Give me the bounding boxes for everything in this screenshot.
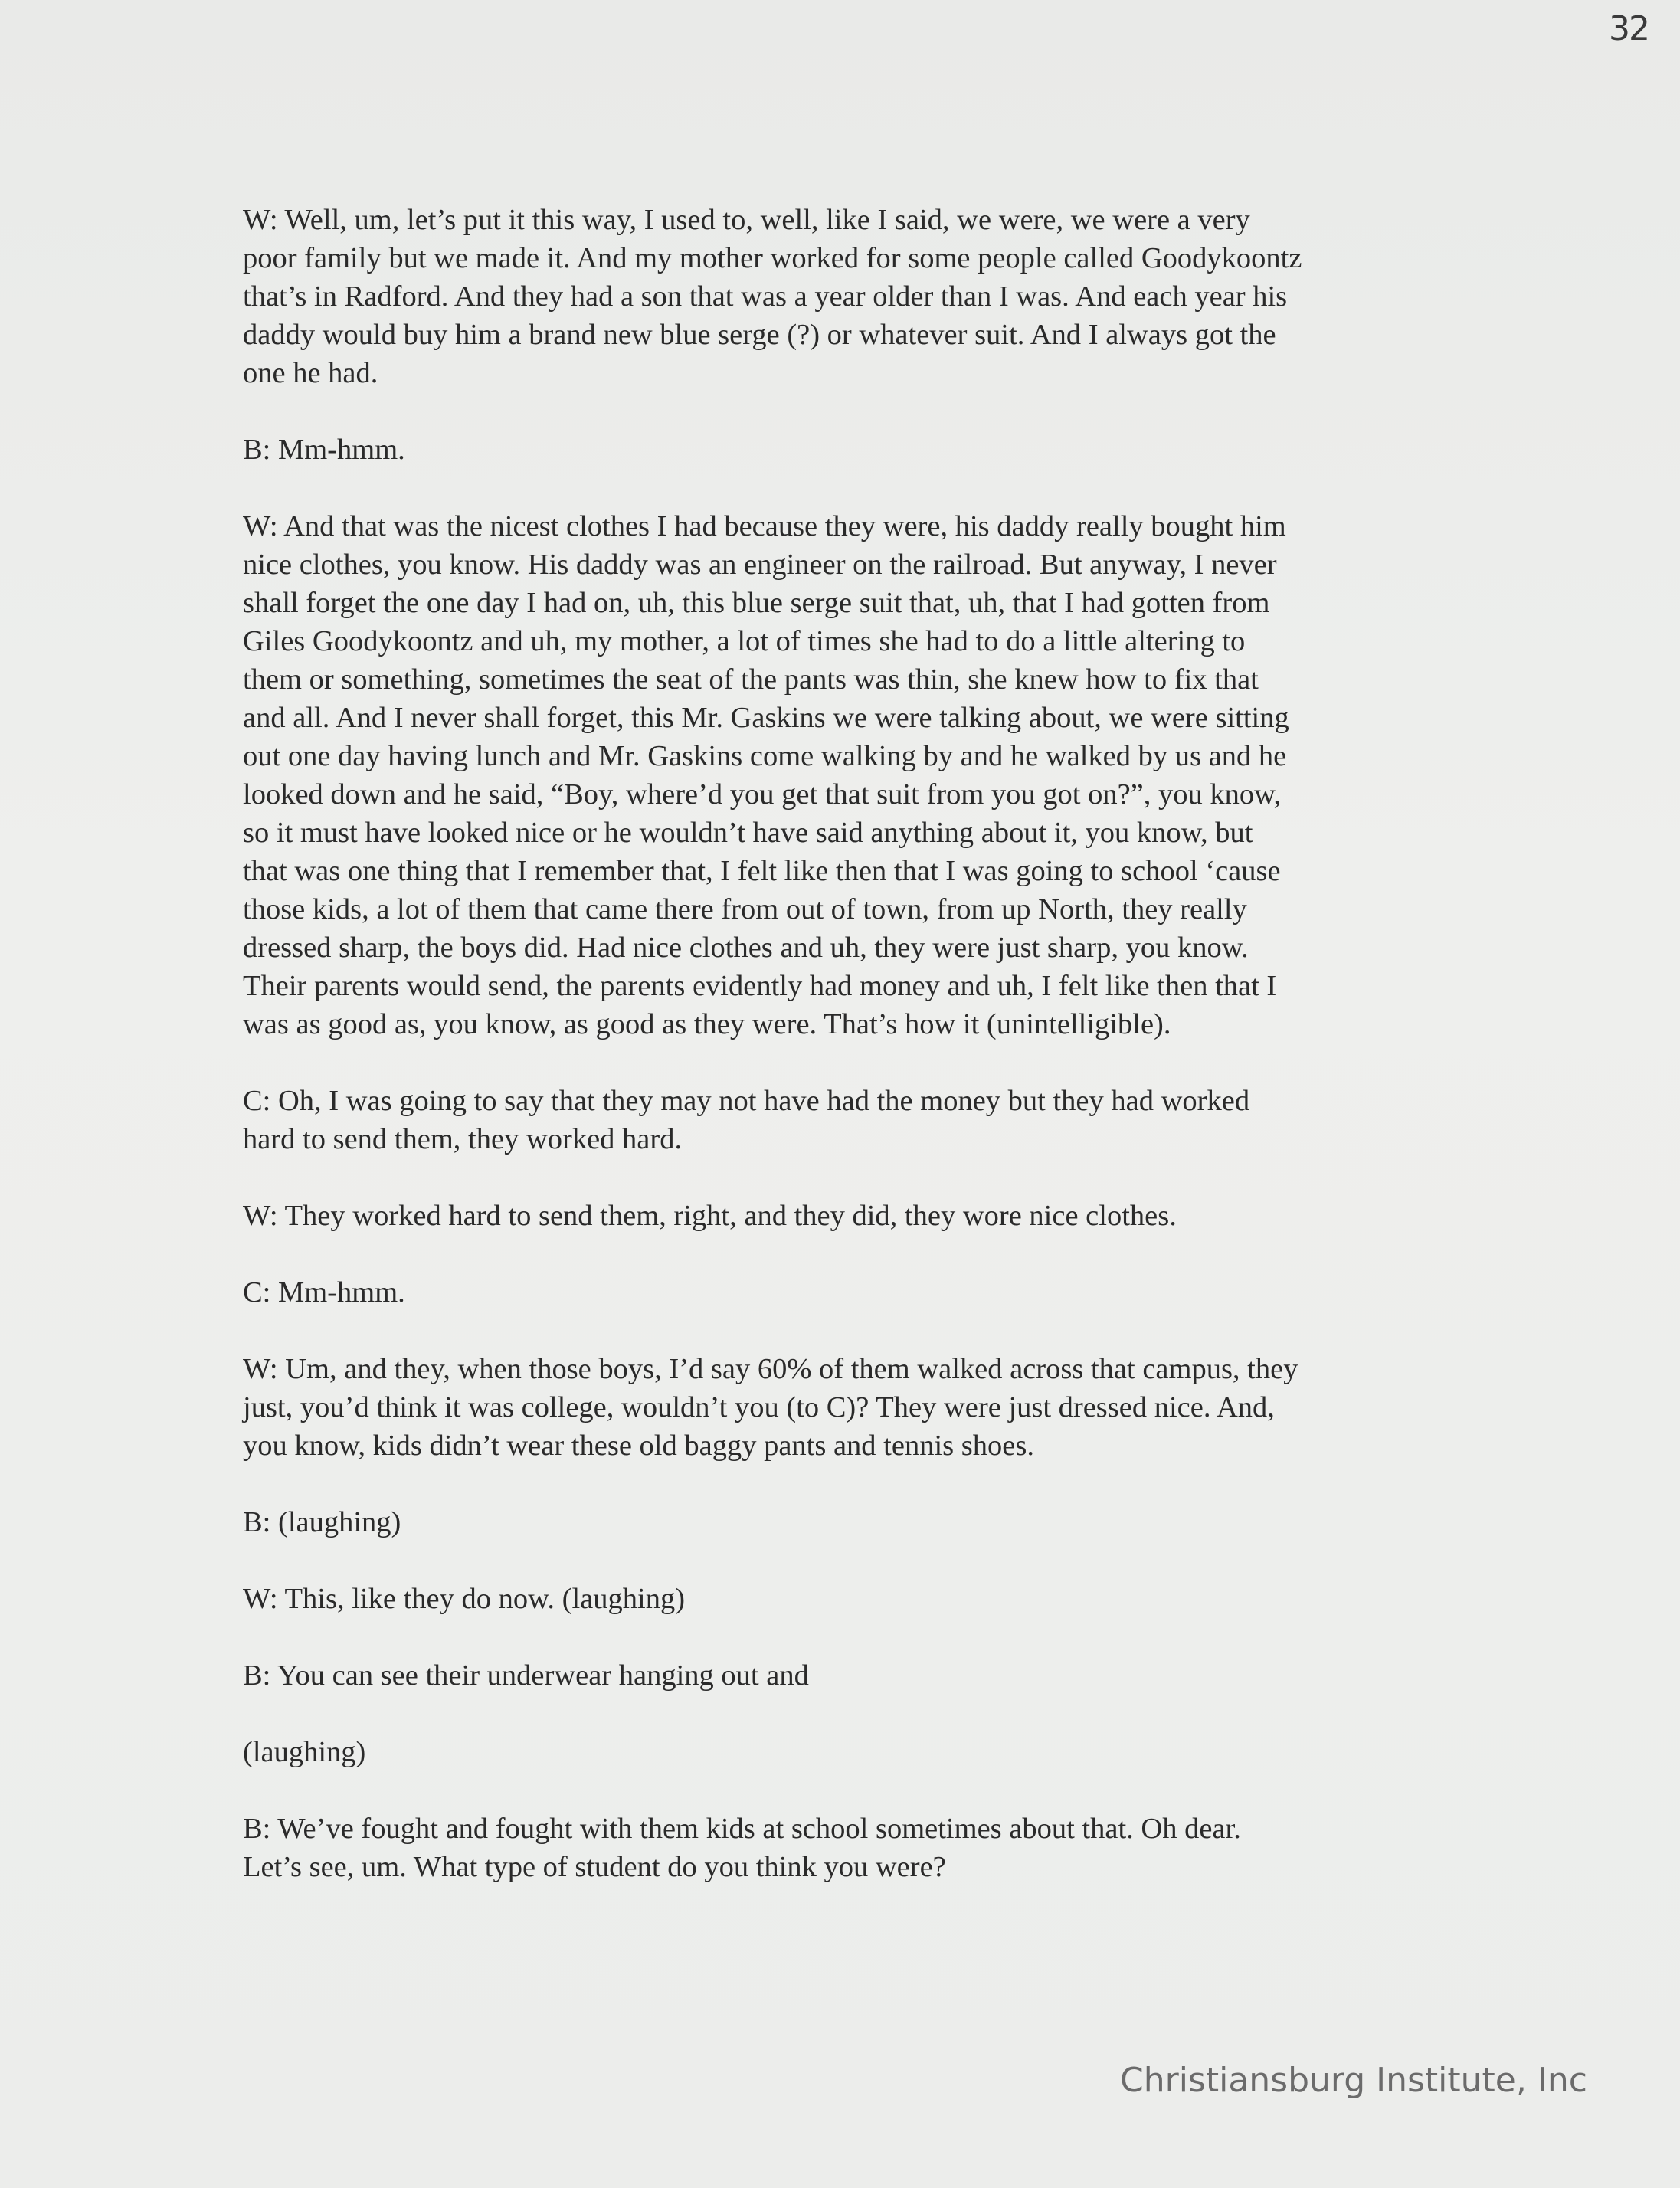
- transcript-line: you know, kids didn’t wear these old baggy pants and tennis shoes.: [243, 1430, 1034, 1462]
- transcript-line: was as good as, you know, as good as they were. That’s how it (unintelligible).: [243, 1008, 1171, 1040]
- transcript-line: W: Um, and they, when those boys, I’d say 60% of them walked across that campus, they: [243, 1353, 1298, 1385]
- transcript-paragraph: [243, 1197, 1499, 1235]
- transcript-paragraph: [243, 1350, 1499, 1465]
- transcript-line: C: Oh, I was going to say that they may not have had the money but they had worked: [243, 1085, 1250, 1117]
- transcript-line: that was one thing that I remember that, I felt like then that I was going to school ‘cause: [243, 855, 1281, 887]
- transcript-line: looked down and he said, “Boy, where’d you get that suit from you got on?”, you know,: [243, 778, 1282, 811]
- transcript-line: W: And that was the nicest clothes I had because they were, his daddy really bought him: [243, 510, 1286, 542]
- transcript-line: C: Mm-hmm.: [243, 1276, 405, 1309]
- transcript-paragraph: [243, 201, 1499, 392]
- transcript-body: [243, 201, 1499, 1924]
- transcript-line: B: We’ve fought and fought with them kids at school sometimes about that. Oh dear.: [243, 1813, 1241, 1845]
- transcript-line: nice clothes, you know. His daddy was an engineer on the railroad. But anyway, I never: [243, 549, 1277, 581]
- transcript-line: hard to send them, they worked hard.: [243, 1123, 683, 1155]
- transcript-line: dressed sharp, the boys did. Had nice clothes and uh, they were just sharp, you know.: [243, 932, 1249, 964]
- transcript-line: so it must have looked nice or he wouldn’t have said anything about it, you know, but: [243, 817, 1253, 849]
- transcript-paragraph: [243, 1810, 1499, 1886]
- transcript-line: W: They worked hard to send them, right, and they did, they wore nice clothes.: [243, 1200, 1177, 1232]
- transcript-line: shall forget the one day I had on, uh, this blue serge suit that, uh, that I had gotten from: [243, 587, 1270, 619]
- transcript-line: W: Well, um, let’s put it this way, I used to, well, like I said, we were, we were a very: [243, 204, 1250, 236]
- transcript-line: B: Mm-hmm.: [243, 434, 405, 466]
- transcript-line: and all. And I never shall forget, this Mr. Gaskins we were talking about, we were sitting: [243, 702, 1289, 734]
- transcript-line: Giles Goodykoontz and uh, my mother, a lot of times she had to do a little altering to: [243, 625, 1246, 657]
- transcript-paragraph: [243, 1273, 1499, 1312]
- transcript-paragraph: [243, 431, 1499, 469]
- transcript-line: one he had.: [243, 357, 378, 389]
- transcript-line: Their parents would send, the parents evidently had money and uh, I felt like then that I: [243, 970, 1277, 1002]
- transcript-line: out one day having lunch and Mr. Gaskins come walking by and he walked by us and he: [243, 740, 1287, 772]
- transcript-line: those kids, a lot of them that came there from out of town, from up North, they really: [243, 893, 1247, 925]
- transcript-line: (laughing): [243, 1736, 366, 1768]
- transcript-paragraph: [243, 507, 1499, 1043]
- transcript-line: them or something, sometimes the seat of the pants was thin, she knew how to fix that: [243, 663, 1259, 696]
- transcript-line: just, you’d think it was college, wouldn’t you (to C)? They were just dressed nice. And,: [243, 1391, 1275, 1423]
- transcript-line: daddy would buy him a brand new blue serge (?) or whatever suit. And I always got the: [243, 319, 1276, 351]
- transcript-paragraph: [243, 1656, 1499, 1695]
- transcript-paragraph: [243, 1082, 1499, 1158]
- transcript-paragraph: [243, 1580, 1499, 1618]
- transcript-paragraph: [243, 1733, 1499, 1771]
- transcript-line: poor family but we made it. And my mother worked for some people called Goodykoontz: [243, 242, 1302, 274]
- transcript-line: Let’s see, um. What type of student do you think you were?: [243, 1851, 946, 1883]
- transcript-line: W: This, like they do now. (laughing): [243, 1583, 686, 1615]
- transcript-line: B: You can see their underwear hanging out and: [243, 1659, 809, 1692]
- page-number: 32: [1609, 9, 1649, 48]
- transcript-line: that’s in Radford. And they had a son that was a year older than I was. And each year his: [243, 280, 1288, 313]
- transcript-line: B: (laughing): [243, 1506, 401, 1538]
- footer-watermark: Christiansburg Institute, Inc: [1120, 2061, 1587, 2100]
- transcript-paragraph: [243, 1503, 1499, 1541]
